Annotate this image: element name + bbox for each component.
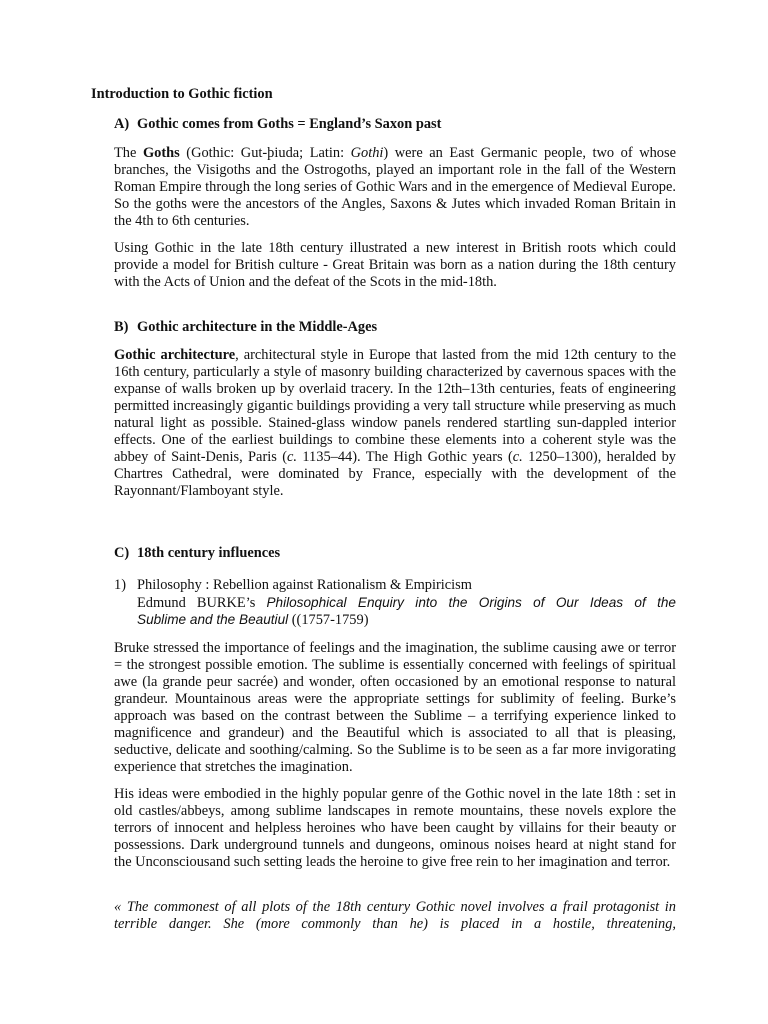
text-run: ) were an East Germanic people, two of whose branches, the Visigoths and the Ostrogoths, played an important role in the fall of the Western Roman Empire through the long series of Gothic Wars and in the emergence of Medieval Europe. So the goths were the ancestors of the Angles, Saxons & Jutes which invaded Roman Britain in the 4th to 6th centuries. bbox=[114, 145, 676, 229]
term-gothic-architecture: Gothic architecture bbox=[114, 347, 236, 363]
section-b-title: Gothic architecture in the Middle-Ages bbox=[137, 319, 378, 335]
burke-citation-line bbox=[137, 594, 676, 612]
section-a-paragraph-1 bbox=[114, 145, 676, 230]
text-run: 1250–1300), heralded by Chartres Cathedral, were dominated by France, especially with the development of the Rayonnant/Flamboyant style. bbox=[114, 449, 676, 499]
gothic-plot-quote: « The commonest of all plots of the 18th century Gothic novel involves a frail protagonist in terrible danger. She (more commonly than he) is placed in a hostile, threatening, bbox=[114, 899, 676, 932]
text-run: 1135–44). The High Gothic years ( bbox=[297, 449, 513, 465]
circa-mark: c. bbox=[287, 449, 298, 465]
section-c-title: 18th century influences bbox=[137, 545, 281, 561]
section-c-number: C) bbox=[114, 545, 130, 561]
section-b-heading bbox=[114, 319, 377, 336]
section-a-title: Gothic comes from Goths = England’s Saxon past bbox=[137, 116, 442, 132]
section-c-paragraph-2: His ideas were embodied in the highly popular genre of the Gothic novel in the late 18th : set in old castles/abbeys, among sublime landscapes in remote mountains, these novels explore the terrors of innocent and helpless heroines who have been caught by villains for their beauty or possessions. Dark underground tunnels and dungeons, ominous noises heard at night stand for the Unconsciousand such setting leads the heroine to give free rein to her imagination and terror. bbox=[114, 786, 676, 870]
section-a-paragraph-2: Using Gothic in the late 18th century illustrated a new interest in British roots which could provide a model for British culture - Great Britain was born as a nation during the 18th century with the Acts of Union and the defeat of the Scots in the mid-18th. bbox=[114, 240, 676, 290]
author-name: Edmund BURKE’s bbox=[137, 595, 267, 611]
publication-date: ((1757-1759) bbox=[288, 612, 369, 628]
list-item-heading: Philosophy : Rebellion against Rationalism & Empiricism bbox=[137, 577, 472, 593]
section-b-number: B) bbox=[114, 319, 129, 335]
circa-mark: c. bbox=[512, 449, 523, 465]
document-title: Introduction to Gothic fiction bbox=[91, 86, 273, 102]
list-item-number: 1) bbox=[114, 577, 126, 593]
term-goths: Goths bbox=[142, 145, 180, 161]
list-item-philosophy bbox=[114, 577, 676, 628]
book-title-part-2: Sublime and the Beautiul bbox=[137, 612, 289, 627]
text-run: (Gothic: Gut-þiuda; Latin: bbox=[179, 145, 351, 161]
section-c-paragraph-1: Bruke stressed the importance of feelings and the imagination, the sublime causing awe or terror = the strongest possible emotion. The sublime is essentially concerned with feelings of spiritual awe (la grande peur sacrée) and wonder, often occasioned by an emotional response to natural grandeur. Mountainous areas were the appropriate settings for sublimity of feeling. Burke’s approach was based on the contrast between the Sublime – a terrifying experience linked to magnificence and grandeur) and the Beautiful which is associated to all that is pleasing, seductive, delicate and soothing/calming. So the Sublime is to be seen as a far more invigorating experience that stretches the imagination. bbox=[114, 640, 676, 775]
section-c-heading bbox=[114, 545, 280, 562]
term-gothi: Gothi bbox=[350, 145, 384, 161]
burke-citation-line-2 bbox=[137, 611, 369, 629]
text-run: , architectural style in Europe that lasted from the mid 12th century to the 16th century, particularly a style of masonry building characterized by cavernous spaces with the expanse of walls broken up by overlaid tracery. In the 12th–13th centuries, feats of engineering permitted increasingly gigantic buildings providing a very tall structure while preserving as much natural light as possible. Stained-glass window panels rendered startling sun-dappled interior effects. One of the earliest buildings to combine these elements into a coherent style was the abbey of Saint-Denis, Paris ( bbox=[114, 347, 677, 465]
text-run: The bbox=[114, 145, 143, 161]
section-a-number: A) bbox=[114, 116, 130, 132]
section-a-heading bbox=[114, 116, 441, 133]
book-title-part-1: Philosophical Enquiry into the Origins of Our Ideas of the bbox=[266, 595, 676, 610]
section-b-paragraph-1 bbox=[114, 347, 676, 500]
